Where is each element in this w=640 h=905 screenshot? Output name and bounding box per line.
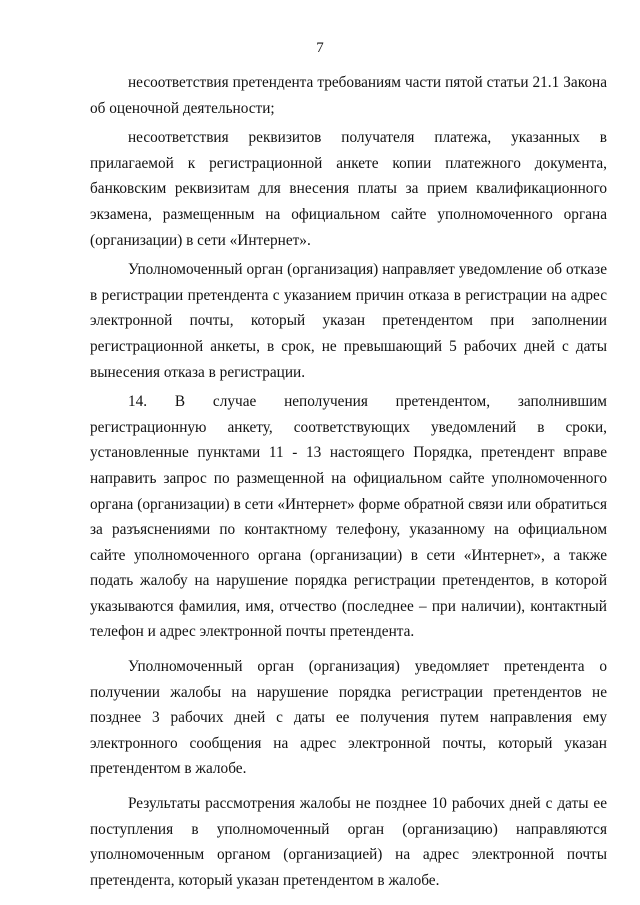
page-number: 7 [316,40,324,56]
paragraph-complaint-results: Результаты рассмотрения жалобы не позднее 10 рабочих дней с даты ее поступления в уполномоченный орган (организацию) направляются уполномоченным органом (организацией) на адрес электронной почты претендента, который указан претендентом в жалобе. [90,795,607,889]
paragraph-payment-details-mismatch: несоответствия реквизитов получателя платежа, указанных в прилагаемой к регистрационной анкете копии платежного документа, банковским реквизитам для внесения платы за прием квалификационного экзамена, размещенным на официальном сайте уполномоченного органа (организации) в сети «Интернет». [90,129,607,249]
paragraph-qualification-mismatch: несоответствия претендента требованиям части пятой статьи 21.1 Закона об оценочной деятельности; [90,74,607,117]
paragraph-complaint-notice: Уполномоченный орган (организация) уведомляет претендента о получении жалобы на нарушение порядка регистрации претендентов не позднее 3 рабочих дней с даты ее получения путем направления ему электронного сообщения на адрес электронной почты, который указан претендентом в жалобе. [90,658,607,778]
paragraph-refusal-notice: Уполномоченный орган (организация) направляет уведомление об отказе в регистрации претендента с указанием причин отказа в регистрации на адрес электронной почты, который указан претендентом при заполнении регистрационной анкеты, в срок, не превышающий 5 рабочих дней с даты вынесения отказа в регистрации. [90,261,607,381]
document-body [90,70,607,893]
paragraph-clause-14: 14. В случае неполучения претендентом, заполнившим регистрационную анкету, соответствующих уведомлений в сроки, установленные пунктами 11 - 13 настоящего Порядка, претендент вправе направить запрос по размещенной на официальном сайте уполномоченного органа (организации) в сети «Интернет» форме обратной связи или обратиться за разъяснениями по контактному телефону, указанному на официальном сайте уполномоченного органа (организации) в сети «Интернет», а также подать жалобу на нарушение порядка регистрации претендентов, в которой указываются фамилия, имя, отчество (последнее – при наличии), контактный телефон и адрес электронной почты претендента. [90,393,607,641]
